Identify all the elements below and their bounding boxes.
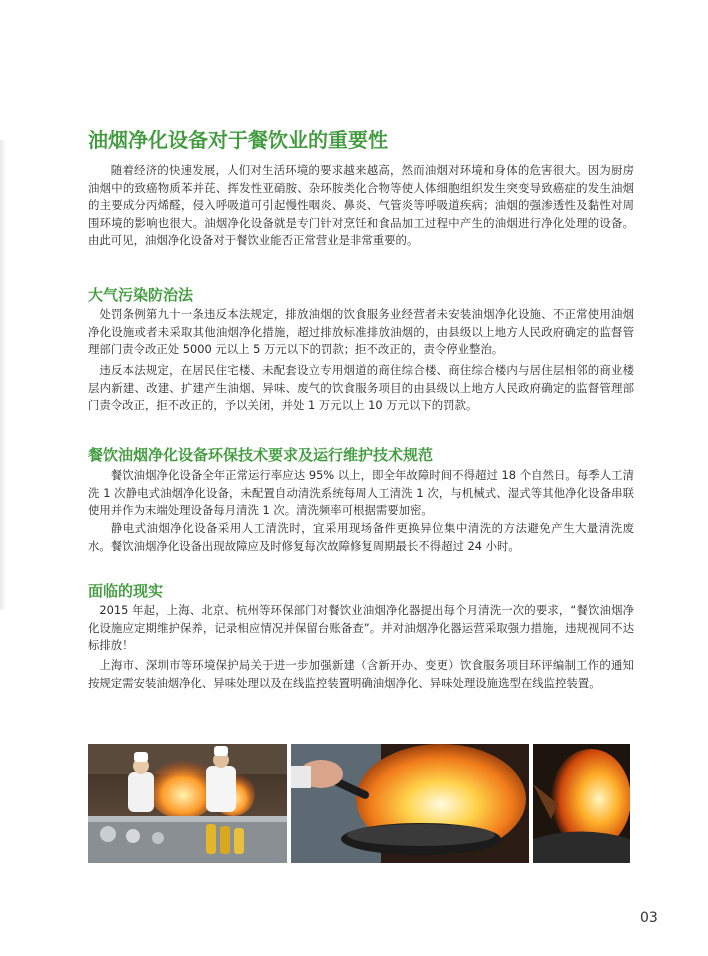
reality-shanghai-shenzhen-paragraph: 上海市、深圳市等环境保护局关于进一步加强新建（含新开办、变更）饮食服务项目环评编制工作的通知按规定需安装油烟净化、异味处理以及在线监控装置明确油烟净化、异味处理设施选型在线监控装置。 xyxy=(88,658,634,690)
intro-paragraph: 随着经济的快速发展，人们对生活环境的要求越来越高，然而油烟对环境和身体的危害很大。因为厨房油烟中的致癌物质苯并芘、挥发性亚硝胺、杂环胺类化合物等使人体细胞组织发生突变导致癌症的发生油烟的主要成分丙烯醛，侵入呼吸道可引起慢性咽炎、鼻炎、气管炎等呼吸道疾病；油烟的强渗透性及黏性对周围环境的影响也很大。油烟净化设备就是专门针对烹饪和食品加工过程中产生的油烟进行净化处理的设备。由此可见，油烟净化设备对于餐饮业能否正常营业是非常重要的。 xyxy=(88,163,634,247)
air-law-article-91-paragraph: 处罚条例第九十一条违反本法规定，排放油烟的饮食服务业经营者未安装油烟净化设施、不正常使用油烟净化设施或者未采取其他油烟净化措施，超过排放标准排放油烟的，由县级以上地方人民政府确定的监督管理部门责令改正处 5000 元以上 5 万元以下的罚款；拒不改正的，责令停业整治。 xyxy=(88,307,634,356)
section-title-air-pollution-law: 大气污染防治法 xyxy=(88,286,194,304)
photo-flame-closeup xyxy=(533,744,630,863)
tech-requirements-paragraph: 餐饮油烟净化设备全年正常运行率应达 95% 以上，即全年故障时间不得超过 18 个自然日。每季人工清洗 1 次静电式油烟净化设备，未配置自动清洗系统每周人工清洗 1 次，与机械式、湿式等其他净化设备串联使用并作为末端处理设备每月清洗 1 次。清洗频率可根据需要加密。 xyxy=(88,468,634,517)
page-title: 油烟净化设备对于餐饮业的重要性 xyxy=(88,128,388,152)
air-law-residential-paragraph: 违反本法规定，在居民住宅楼、未配套设立专用烟道的商住综合楼、商住综合楼内与居住层相邻的商业楼层内新建、改建、扩建产生油烟、异味、废气的饮食服务项目的由县级以上地方人民政府确定的监督管理部门责令改正，拒不改正的，予以关闭，并处 1 万元以上 10 万元以下的罚款。 xyxy=(88,363,634,412)
photo-chefs-cooking xyxy=(88,744,287,863)
photo-wok-flames xyxy=(291,744,529,863)
page-edge-shadow xyxy=(0,140,6,610)
section-title-reality: 面临的现实 xyxy=(88,582,164,600)
page-number: 03 xyxy=(640,910,658,926)
tech-cleaning-paragraph: 静电式油烟净化设备采用人工清洗时，宜采用现场备件更换异位集中清洗的方法避免产生大量清洗废水。餐饮油烟净化设备出现故障应及时修复每次故障修复周期最长不得超过 24 小时。 xyxy=(88,521,634,553)
section-title-technical-requirements: 餐饮油烟净化设备环保技术要求及运行维护技术规范 xyxy=(88,446,434,464)
reality-cleaning-requirement-paragraph: 2015 年起，上海、北京、杭州等环保部门对餐饮业油烟净化器提出每个月清洗一次的要求，“餐饮油烟净化设施应定期维护保养，记录相应情况并保留台账备查”。并对油烟净化器运营采取强力措施，违规视同不达标排放！ xyxy=(88,603,634,652)
